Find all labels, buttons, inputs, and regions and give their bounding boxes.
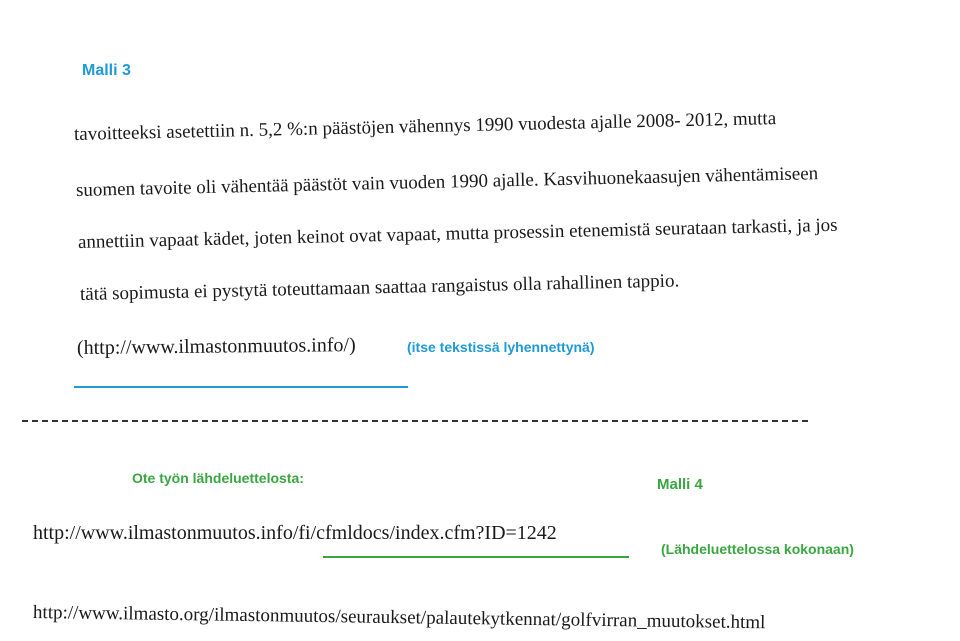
citation-note: (itse tekstissä lyhennettynä)	[407, 339, 595, 355]
body-line-2: suomen tavoite oli vähentää päästöt vain vuoden 1990 ajalle. Kasvihuonekaasujen vähentämiseen	[75, 163, 819, 201]
reference-url-2: http://www.ilmasto.org/ilmastonmuutos/seuraukset/palautekytkennat/golfvirran_muutokset.html	[32, 602, 766, 634]
body-line-1: tavoitteeksi asetettiin n. 5,2 %:n päästöjen vähennys 1990 vuodesta ajalle 2008- 2012, mutta	[73, 108, 777, 145]
model-3-label: Malli 3	[82, 62, 131, 79]
citation-text: (http://www.ilmastonmuutos.info/)	[76, 334, 356, 359]
body-line-3: annettiin vapaat kädet, joten keinot ovat vapaat, mutta prosessin etenemistä seurataan tarkasti, ja jos	[77, 214, 838, 253]
section-divider	[22, 420, 808, 422]
model-4-label: Malli 4	[657, 476, 703, 493]
reference-note: (Lähdeluettelossa kokonaan)	[661, 541, 854, 557]
reference-underline	[323, 556, 629, 558]
excerpt-label: Ote työn lähdeluettelosta:	[132, 470, 304, 486]
citation-underline	[74, 386, 408, 388]
body-line-4: tätä sopimusta ei pystytä toteuttamaan saattaa rangaistus olla rahallinen tappio.	[79, 270, 680, 305]
reference-url-1: http://www.ilmastonmuutos.info/fi/cfmldocs/index.cfm?ID=1242	[33, 522, 557, 544]
